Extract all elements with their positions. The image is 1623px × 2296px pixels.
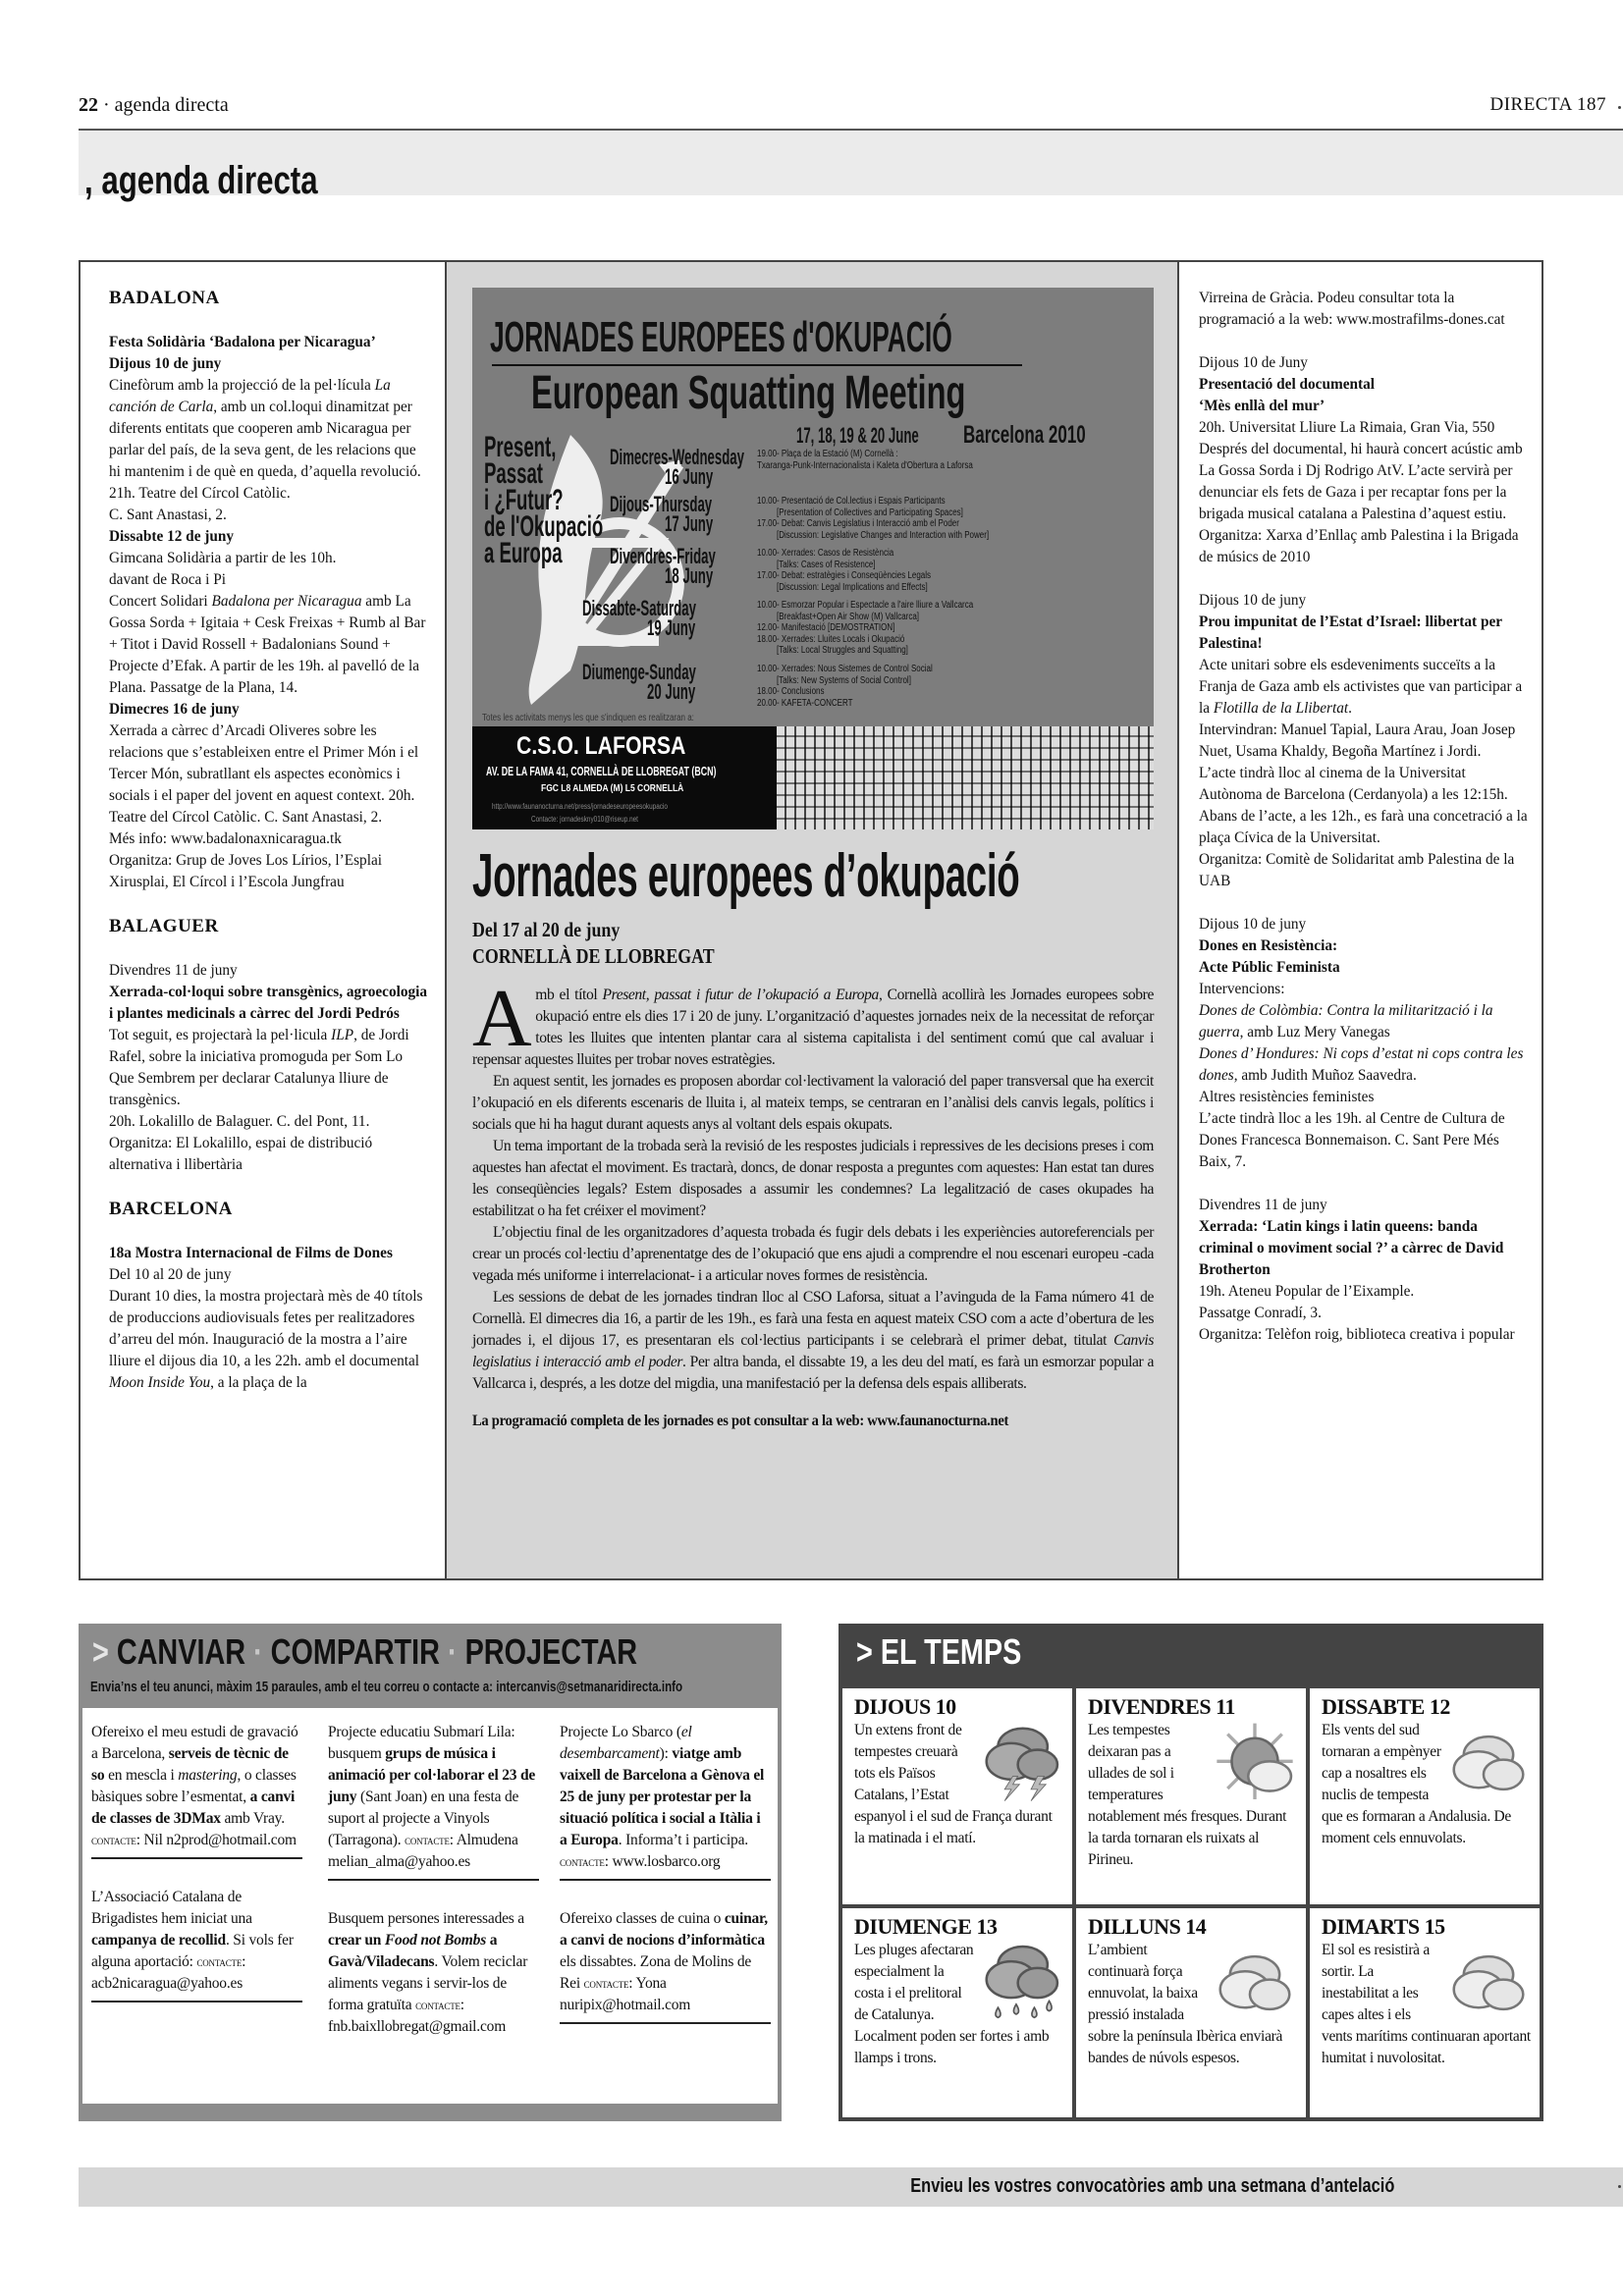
- text-run: Present, passat i futur de l’okupació a Europa: [602, 987, 879, 1003]
- text-run: , o classes bàsiques sobre l’esmentat,: [91, 1767, 297, 1805]
- weather-day-card: [1310, 1908, 1540, 2117]
- agenda-line: [109, 548, 431, 569]
- separator: ·: [253, 1631, 263, 1672]
- classifieds-column: [560, 1722, 771, 2052]
- agenda-line: [109, 505, 431, 526]
- agenda-line: [109, 850, 431, 893]
- poster-schedule-item: [Discussion: Legislative Changes and Interaction with Power]: [777, 529, 990, 541]
- weather-title: > EL TEMPS: [856, 1631, 1022, 1672]
- text-run: . Volem reciclar aliments vegans i servir-los de forma gratuïta: [328, 1953, 528, 2013]
- weather-forecast-text: Els vents del sud tornaran a empènyer cap a nosaltres els nuclis de tempesta que es formaran a Andalusia. De moment cels ennuvolats.: [1322, 1722, 1511, 1846]
- agenda-line: [109, 960, 431, 982]
- weather-forecast-text: L’ambient continuarà força ennuvolat, la baixa pressió instalada sobre la península Ibèrica enviarà bandes de núvols espesos.: [1088, 1942, 1283, 2066]
- arrow-icon: >: [92, 1631, 109, 1672]
- text-run: ):: [659, 1745, 673, 1762]
- text-run: Xerrada-col·loqui sobre transgènics, agroecologia i plantes medicinals a càrrec del Jordi Pedrós: [109, 984, 428, 1022]
- article-title: Jornades europees d’okupació: [472, 842, 1020, 910]
- text-run: amb Vray.: [220, 1810, 285, 1827]
- article-paragraph: [472, 1071, 1154, 1136]
- text-run: .: [1348, 700, 1352, 717]
- agenda-box: [79, 260, 1543, 1580]
- poster-day-date: 16 Juny: [665, 464, 714, 489]
- text-run: Divendres 11 de juny: [109, 962, 238, 979]
- poster-slogan-line: de l'Okupació: [484, 510, 604, 543]
- weather-day-card: [842, 1908, 1072, 2117]
- text-run: Passatge Conradí, 3.: [1199, 1305, 1322, 1321]
- text-run: Intervindran: Manuel Tapial, Laura Arau, Joan Josep Nuet, Usama Khaldy, Begoña Martínez i Jordi.: [1199, 721, 1516, 760]
- text-run: (Sant Joan) en una festa de suport al projecte a Vinyols (Tarragona).: [328, 1789, 519, 1848]
- city-heading: BARCELONA: [109, 1199, 233, 1219]
- text-run: Projecte Lo Sbarco (: [560, 1724, 681, 1740]
- weather-box: [839, 1624, 1543, 2121]
- poster-slogan-line: Passat: [484, 457, 543, 490]
- text-run: . Per altra banda, el dissabte 19, a les deu del matí, es farà un esmorzar popular a Vallcarca i, després, a les dotze del migdia, una manifestació per la defensa dels espais alliberats.: [472, 1354, 1154, 1392]
- text-run: 19h. Ateneu Popular de l’Eixample.: [1199, 1283, 1415, 1300]
- poster-day-name: Dissabte-Saturday: [582, 596, 696, 620]
- agenda-line: [109, 1025, 431, 1111]
- agenda-line: [109, 353, 431, 375]
- text-run: Projecte educatiu Submarí Lila: busquem: [328, 1724, 515, 1762]
- agenda-column-left: [81, 262, 445, 1578]
- text-run: Dones en Resistència:: [1199, 937, 1338, 954]
- poster-url: http://www.faunanocturna.net/press/jornadeseuropeesokupacio: [492, 802, 668, 811]
- classified-ad: [328, 1908, 539, 2044]
- agenda-line: [1199, 417, 1532, 439]
- text-run: Dimecres 16 de juny: [109, 701, 240, 718]
- text-run: cuinar, a canvi de nocions d’informàtica: [560, 1910, 768, 1949]
- text-run: Les sessions de debat de les jornades tindran lloc al CSO Laforsa, situat a l’avinguda de la Fama número 41 de Cornellà. El dimecres dia 16, a partir de les 19h., es farà una festa en aquest mateix CSO com a acte d’obertura de les jornades i, el dijous 17, es presentaran els col·lectius participants i se celebrarà el primer debat, titulat: [472, 1289, 1154, 1349]
- text-run: Dijous 10 de juny: [1199, 592, 1307, 609]
- agenda-line: [109, 375, 431, 483]
- agenda-line: [1199, 1043, 1532, 1087]
- agenda-line: [109, 569, 431, 591]
- text-run: Moon Inside You: [109, 1374, 211, 1391]
- poster-day-date: 18 Juny: [665, 563, 714, 588]
- text-run: Organitza: Xarxa d’Enllaç amb Palestina i la Brigada de músics de 2010: [1199, 527, 1519, 565]
- section-title: , agenda directa: [84, 159, 318, 202]
- classified-ad: [560, 1908, 771, 2024]
- poster-schedule-item: 18.00- Conclusions: [757, 686, 825, 697]
- text-run: Flotilla de la Llibertat: [1213, 700, 1349, 717]
- text-run: : Almudena melian_alma@yahoo.es: [328, 1832, 518, 1870]
- text-run: Ofereixo el meu estudi de gravació a Barcelona,: [91, 1724, 298, 1762]
- article-body: [472, 973, 1154, 1395]
- section-name: · agenda directa: [98, 94, 229, 116]
- text-run: En aquest sentit, les jornades es proposen abordar col·lectivament la valoració del paper transversal que ha exercit l’okupació en els diferents escenaris de lluita i, al mateix temps, se centraran en l’anàlisi dels canvis legals, polítics i socials que hi ha hagut durant aquests anys al voltant dels espais okupats.: [472, 1073, 1154, 1133]
- text-run: Un tema important de la trobada serà la revisió de les respostes judicials i repressives de les decisions preses i com aquestes han afectat el moviment. Es tractarà, doncs, de donar resposta a preguntes com aquestes: Han estat tan dures les conseqüències legals? Estem disposades a assumir les condemnes? La legalització de cases okupades ha estabilitzat o ha fet créixer el moviment?: [472, 1138, 1154, 1219]
- poster-schedule-item: [Presentation of Collectives and Participating Spaces]: [777, 507, 963, 518]
- text-run: serveis de tècnic de so: [91, 1745, 289, 1784]
- text-run: mb el títol: [535, 987, 603, 1003]
- text-run: : Yona nuripix@hotmail.com: [560, 1975, 691, 2013]
- contact-label: contacte: [405, 1833, 450, 1847]
- text-run: Canvis legislatius i interacció amb el poder: [472, 1332, 1154, 1370]
- agenda-line: [109, 1286, 431, 1394]
- agenda-line: [1199, 1108, 1532, 1173]
- classifieds-column: [328, 1722, 539, 2071]
- agenda-line: [1199, 849, 1532, 892]
- poster-venue-panel: [472, 726, 777, 829]
- text-run: Divendres 11 de juny: [1199, 1197, 1327, 1213]
- agenda-line: [109, 699, 431, 721]
- cloud-icon: [1214, 1942, 1296, 2024]
- agenda-line: [1199, 1324, 1532, 1346]
- text-run: Dijous 10 de juny: [109, 355, 222, 372]
- text-run: Intervencions:: [1199, 981, 1285, 997]
- poster-transport: FGC L8 ALMEDA (M) L5 CORNELLÀ: [541, 783, 684, 794]
- edge-mark: [1618, 2185, 1621, 2188]
- classifieds-box: [79, 1624, 782, 2121]
- agenda-line: [109, 982, 431, 1025]
- poster-day-name: Divendres-Friday: [610, 544, 716, 568]
- poster-schedule-item: [Breakfast+Open Air Show (M) Vallcarca]: [777, 611, 920, 622]
- agenda-line: [109, 1243, 431, 1264]
- text-run: Virreina de Gràcia. Podeu consultar tota la programació a la web: www.mostrafilms-dones.cat: [1199, 290, 1505, 328]
- agenda-line: [109, 1111, 431, 1133]
- article-footer-link: La programació completa de les jornades es pot consultar a la web: www.faunanocturna.net: [472, 1413, 1009, 1429]
- agenda-line: [109, 1264, 431, 1286]
- text-run: Busquem persones interessades a: [328, 1910, 524, 1927]
- agenda-line: [1199, 979, 1532, 1000]
- separator: ·: [447, 1631, 458, 1672]
- classified-ad: [91, 1887, 302, 2002]
- agenda-line: [1199, 590, 1532, 612]
- text-run: Dijous 10 de juny: [1199, 916, 1307, 933]
- text-run: Festa Solidària ‘Badalona per Nicaragua’: [109, 334, 376, 350]
- text-run: : fnb.baixllobregat@gmail.com: [328, 1997, 507, 2035]
- article-paragraph: [472, 1287, 1154, 1395]
- cloud-icon: [1447, 1722, 1530, 1804]
- poster-schedule-item: 18.00- Xerrades: Lluites Locals i Okupació: [757, 633, 905, 645]
- poster-schedule-item: 10.00- Xerrades: Nous Sistemes de Control Social: [757, 664, 933, 674]
- text-run: L’Associació Catalana de Brigadistes hem iniciat una: [91, 1889, 252, 1927]
- text-run: Organitza: El Lokalillo, espai de distribució alternativa i llibertària: [109, 1135, 373, 1173]
- contact-label: contacte: [560, 1854, 605, 1869]
- agenda-line: [1199, 1087, 1532, 1108]
- text-run: davant de Roca i Pi: [109, 571, 226, 588]
- text-run: Organitza: Telèfon roig, biblioteca creativa i popular: [1199, 1326, 1515, 1343]
- weather-forecast-text: El sol es resistirà a sortir. La inestabilitat a les capes altes i els vents marítims continuaran aportant humitat i nuvolositat.: [1322, 1942, 1531, 2066]
- text-run: Dones d’ Hondures: Ni cops d’estat ni cops contra les dones: [1199, 1045, 1524, 1084]
- city-heading: BALAGUER: [109, 916, 219, 936]
- event-poster: [472, 288, 1154, 829]
- agenda-line: [1199, 1000, 1532, 1043]
- city-heading: BADALONA: [109, 288, 220, 308]
- poster-place: Barcelona 2010: [963, 421, 1086, 449]
- classifieds-column: [91, 1722, 302, 2030]
- text-run: Xerrada a càrrec d’Arcadi Oliveres sobre les relacions que s’estableixen entre el Primer Món i el Tercer Món, subratllant els aspectes econòmics i socials i el paper del jovent en aquest context. 20h. Teatre del Círcol Catòlic. C. Sant Anastasi, 2.: [109, 722, 419, 826]
- text-run: Altres resistències feministes: [1199, 1089, 1375, 1105]
- text-run: 21h. Teatre del Círcol Catòlic.: [109, 485, 291, 502]
- agenda-line: [1199, 374, 1532, 396]
- agenda-line: [1199, 806, 1532, 849]
- poster-address: AV. DE LA FAMA 41, CORNELLÀ DE LLOBREGAT (BCN): [486, 764, 717, 778]
- poster-schedule-item: 20.00- KAFETA-CONCERT: [757, 697, 853, 709]
- poster-schedule-item: 17.00- Debat: estratègies i Conseqüències Legals: [757, 570, 931, 581]
- poster-schedule-item: 12.00- Manifestació [DEMOSTRATION]: [757, 622, 895, 633]
- agenda-column-right: [1179, 262, 1543, 1578]
- agenda-line: [1199, 396, 1532, 417]
- text-run: , amb Judith Muñoz Saavedra.: [1233, 1067, 1417, 1084]
- page-number: 22: [79, 94, 98, 116]
- text-run: crear un: [328, 1932, 385, 1949]
- article-text: [472, 973, 1154, 1430]
- text-run: , de Jordi Rafel, sobre la iniciativa promoguda per Som Lo Que Sembrem per declarar Catalunya lliure de transgènics.: [109, 1027, 409, 1108]
- text-run: Dissabte 12 de juny: [109, 528, 235, 545]
- classifieds-instructions: Envia’ns el teu anunci, màxim 15 paraules, amb el teu correu o contacte a: intercanvis@setmanaridirecta.info: [90, 1680, 683, 1695]
- poster-schedule-item: [Talks: Local Struggles and Squatting]: [777, 645, 908, 656]
- text-run: a Gavà/Viladecans: [328, 1932, 498, 1970]
- text-run: Food not Bombs: [384, 1932, 487, 1949]
- text-run: Acte Públic Feminista: [1199, 959, 1340, 976]
- text-run: Cinefòrum amb la projecció de la pel·lícula: [109, 377, 375, 394]
- weather-forecast-text: Un extens front de tempestes creuarà tots els Països Catalans, l’Estat espanyol i el sud de França durant la matinada i el matí.: [854, 1722, 1053, 1846]
- poster-slogan-line: a Europa: [484, 537, 563, 569]
- text-run: Acte unitari sobre els esdeveniments succeïts a la Franja de Gaza amb els activistes que van participar a la: [1199, 657, 1523, 717]
- agenda-line: [1199, 720, 1532, 763]
- classifieds-title: [92, 1631, 637, 1673]
- weather-forecast-text: Les tempestes deixaran pas a ullades de sol i temperatures notablement més fresques. Durant la tarda tornaran els ruixats al Pirineu.: [1088, 1722, 1287, 1868]
- text-run: Tot seguit, es projectarà la pel·licula: [109, 1027, 332, 1043]
- contact-label: contacte: [415, 1998, 460, 2012]
- article-paragraph: [472, 973, 1154, 1071]
- poster-title: JORNADES EUROPEES d'OKUPACIÓ: [490, 313, 952, 361]
- edge-mark: [1618, 106, 1621, 109]
- classified-ad: [328, 1722, 539, 1881]
- poster-slogan-line: i ¿Futur?: [484, 484, 564, 516]
- text-run: mastering: [178, 1767, 238, 1784]
- text-run: . Informa’t i participa.: [618, 1832, 748, 1848]
- weather-day-title: DIMARTS 15: [1322, 1914, 1445, 1939]
- title-part: PROJECTAR: [464, 1631, 638, 1672]
- text-run: ILP: [331, 1027, 354, 1043]
- weather-day-title: DIUMENGE 13: [854, 1914, 998, 1939]
- contact-label: contacte: [91, 1833, 136, 1847]
- text-run: Xerrada: ‘Latin kings i latin queens: banda criminal o moviment social ?’ a càrrec de David Brotherton: [1199, 1218, 1504, 1278]
- weather-day-title: DILLUNS 14: [1088, 1914, 1207, 1939]
- poster-day-date: 17 Juny: [665, 511, 714, 536]
- text-run: el desembarcament: [560, 1724, 692, 1762]
- cloud-icon: [1447, 1942, 1530, 2024]
- drop-cap: A: [472, 973, 532, 1064]
- text-run: , amb un col.loqui dinamitzat per diferents entitats que cooperen amb Nicaragua per parlar del país, de la seva gent, de les relacions que hi mantenim i de què en queda, d’aquella revolució.: [109, 399, 421, 480]
- article-paragraph: [472, 1136, 1154, 1222]
- agenda-line: [1199, 1216, 1532, 1281]
- text-run: Més info: www.badalonaxnicaragua.tk: [109, 830, 342, 847]
- text-run: a canvi de classes de 3DMax: [91, 1789, 296, 1827]
- agenda-line: [1199, 352, 1532, 374]
- text-run: : Nil n2prod@hotmail.com: [135, 1832, 297, 1848]
- weather-day-card: [842, 1688, 1072, 1904]
- agenda-line: [109, 526, 431, 548]
- text-run: Dones de Colòmbia: Contra la militarització i la guerra: [1199, 1002, 1493, 1041]
- text-run: : acb2nicaragua@yahoo.es: [91, 1953, 246, 1992]
- poster-slogan-line: Present,: [484, 431, 557, 463]
- text-run: L’objectiu final de les organitzadores d’aquesta trobada és fugir dels debats i les experiències autoreferencials per crear un procés col·lectiu d’aprenentatge des de l’okupació que ens ajudi a comprendre el nou escenari europeu -cada vegada més uniforme i interrelacionat- i a articular noves formes de resistència.: [472, 1224, 1154, 1284]
- text-run: campanya de recollid: [91, 1932, 226, 1949]
- weather-day-title: DIVENDRES 11: [1088, 1694, 1235, 1719]
- poster-schedule-item: 17.00- Debat: Canvis Legislatius i Interacció amb el Poder: [757, 518, 959, 529]
- weather-day-title: DIJOUS 10: [854, 1694, 956, 1719]
- rain-cloud-icon: [980, 1942, 1062, 2024]
- text-run: Prou impunitat de l’Estat d’Israel: llibertat per Palestina!: [1199, 614, 1502, 652]
- text-run: Organitza: Grup de Joves Los Lírios, l’Esplai Xirusplai, El Círcol i l’Escola Jungfrau: [109, 852, 382, 890]
- text-run: 20h. Lokalillo de Balaguer. C. del Pont, 11.: [109, 1113, 370, 1130]
- agenda-line: [109, 591, 431, 699]
- agenda-line: [1199, 612, 1532, 655]
- text-run: C. Sant Anastasi, 2.: [109, 507, 227, 523]
- text-run: Durant 10 dies, la mostra projectarà mès de 40 títols de produccions audiovisuals fetes per realitzadores d’arreu del món. Inauguració de la mostra a l’aire lliure el dijous dia 10, a les 22h. amb el documental: [109, 1288, 423, 1369]
- agenda-line: [109, 483, 431, 505]
- agenda-line: [1199, 763, 1532, 806]
- text-run: L’acte tindrà lloc a les 19h. al Centre de Cultura de Dones Francesca Bonnemaison. C. Sant Pere Més Baix, 7.: [1199, 1110, 1505, 1170]
- poster-buildings-photo: [777, 726, 1154, 829]
- contact-label: contacte: [583, 1976, 629, 1991]
- agenda-line: [1199, 655, 1532, 720]
- sun-cloud-icon: [1214, 1722, 1296, 1804]
- feature-article: [445, 262, 1179, 1578]
- text-run: Dijous 10 de Juny: [1199, 354, 1308, 371]
- text-run: . Si vols fer alguna aportació:: [91, 1932, 294, 1970]
- text-run: Ofereixo classes de cuina o: [560, 1910, 725, 1927]
- agenda-line: [1199, 914, 1532, 935]
- footer-notice: Envieu les vostres convocatòries amb una setmana d’antelació: [909, 2175, 1394, 2197]
- text-run: Del 10 al 20 de juny: [109, 1266, 232, 1283]
- poster-note: Totes les activitats menys les que s'indiquen es realitzaran a:: [482, 713, 694, 723]
- text-run: Badalona per Nicaragua: [211, 593, 362, 610]
- title-part: CANVIAR: [116, 1631, 246, 1672]
- poster-day-name: Dimecres-Wednesday: [610, 445, 744, 469]
- text-run: 18a Mostra Internacional de Films de Dones: [109, 1245, 393, 1261]
- poster-contact: Contacte: jornadeskny010@riseup.net: [531, 815, 638, 824]
- text-run: ‘Mès enllà del mur’: [1199, 398, 1325, 414]
- agenda-line: [1199, 1281, 1532, 1303]
- agenda-line: [1199, 1195, 1532, 1216]
- poster-day-date: 20 Juny: [647, 679, 696, 704]
- agenda-line: [109, 721, 431, 828]
- classifieds-list: [82, 1708, 778, 2104]
- text-run: Després del documental, hi haurà concert acústic amb La Gossa Sorda i Dj Rodrigo AtV. L’acte servirà per denunciar els fets de Gaza i per recaptar fons per la brigada musical catalana a Palestina d’aquest estiu.: [1199, 441, 1523, 522]
- poster-schedule-item: [Talks: Cases of Resistence]: [777, 559, 876, 570]
- contact-label: contacte: [196, 1954, 243, 1969]
- text-run: L’acte tindrà lloc al cinema de la Universitat Autònoma de Barcelona (Cerdanyola) a les 12:15h.: [1199, 765, 1508, 803]
- poster-schedule-item: 10.00- Esmorzar Popular i Espectacle a l'aire lliure a Vallcarca: [757, 600, 974, 611]
- agenda-line: [1199, 439, 1532, 525]
- poster-day-date: 19 Juny: [647, 615, 696, 640]
- agenda-line: [109, 1133, 431, 1176]
- weather-day-title: DISSABTE 12: [1322, 1694, 1450, 1719]
- text-run: amb La Gossa Sorda + Igitaia + Cesk Freixas + Rumb al Bar + Titot i David Rossell + Badalonians Sound + Projecte d’Efak. A partir de les 19h. al pavelló de la Plana. Passatge de la Plana, 14.: [109, 593, 426, 696]
- weather-forecast-text: Les pluges afectaran especialment la costa i el prelitoral de Catalunya. Localment poden ser fortes i amb llamps i trons.: [854, 1942, 1050, 2066]
- poster-schedule-item: 10.00- Presentació de Col.lectius i Espais Participants: [757, 496, 946, 507]
- agenda-line: [109, 828, 431, 850]
- agenda-line: [109, 332, 431, 353]
- weather-day-card: [1310, 1688, 1540, 1904]
- agenda-line: [1199, 525, 1532, 568]
- poster-schedule-item: [Discussion: Legal Implications and Effects]: [777, 581, 928, 593]
- poster-dates: 17, 18, 19 & 20 June: [796, 423, 919, 448]
- agenda-line: [1199, 288, 1532, 331]
- text-run: , amb Luz Mery Vanegas: [1239, 1024, 1390, 1041]
- text-run: Presentació del documental: [1199, 376, 1376, 393]
- poster-day-name: Dijous-Thursday: [610, 492, 713, 516]
- text-run: , a la plaça de la: [210, 1374, 307, 1391]
- text-run: Organitza: Comitè de Solidaritat amb Palestina de la UAB: [1199, 851, 1515, 889]
- poster-day-name: Diumenge-Sunday: [582, 660, 696, 684]
- text-run: La canción de Carla: [109, 377, 391, 415]
- running-header: [79, 94, 229, 117]
- weather-day-card: [1076, 1908, 1306, 2117]
- storm-cloud-icon: [980, 1722, 1062, 1804]
- poster-subtitle: European Squatting Meeting: [531, 367, 966, 419]
- text-run: viatge amb vaixell de Barcelona a Gènova el 25 de juny per protestar per la situació política i social a Itàlia i a Europa: [560, 1745, 765, 1848]
- agenda-line: [1199, 935, 1532, 957]
- article-location: CORNELLÀ DE LLOBREGAT: [472, 944, 715, 968]
- text-run: en mescla i: [104, 1767, 179, 1784]
- poster-schedule-item: 19.00- Plaça de la Estació (M) Cornellà :: [757, 449, 898, 459]
- article-date: Del 17 al 20 de juny: [472, 918, 621, 941]
- classified-ad: [91, 1722, 302, 1859]
- text-run: , Cornellà acollirà les Jornades europees sobre okupació entre els dies 17 i 20 de juny. L’organització d’aquestes jornades neix de la necessitat de reforçar totes les lluites que intenten plantar cara al sistema capitalista i del sentiment comú que cal avaluar i repensar aquestes lluites per trobar noves estratègies.: [472, 987, 1154, 1068]
- text-run: grups de música i animació per col·laborar el 23 de juny: [328, 1745, 536, 1805]
- text-run: Abans de l’acte, a les 12h., es farà una concetració a la plaça Cívica de la Universitat.: [1199, 808, 1528, 846]
- poster-venue: C.S.O. LAFORSA: [516, 732, 686, 760]
- text-run: : www.losbarco.org: [604, 1853, 721, 1870]
- title-part: COMPARTIR: [270, 1631, 440, 1672]
- issue-number: DIRECTA 187: [1489, 94, 1606, 115]
- article-paragraph: [472, 1222, 1154, 1287]
- poster-schedule-item: [Talks: New Systems of Social Control]: [777, 674, 911, 686]
- poster-schedule-item: Txaranga-Punk-Internacionalista i Kaleta d'Obertura a Laforsa: [757, 459, 973, 471]
- text-run: 20h. Universitat Lliure La Rimaia, Gran Via, 550: [1199, 419, 1495, 436]
- text-run: Concert Solidari: [109, 593, 212, 610]
- agenda-line: [1199, 1303, 1532, 1324]
- text-run: Gimcana Solidària a partir de les 10h.: [109, 550, 337, 566]
- text-run: els dissabtes. Zona de Molins de Rei: [560, 1953, 752, 1992]
- poster-schedule-item: 10.00- Xerrades: Casos de Resistència: [757, 548, 894, 559]
- weather-day-card: [1076, 1688, 1306, 1904]
- agenda-line: [1199, 957, 1532, 979]
- classified-ad: [560, 1722, 771, 1881]
